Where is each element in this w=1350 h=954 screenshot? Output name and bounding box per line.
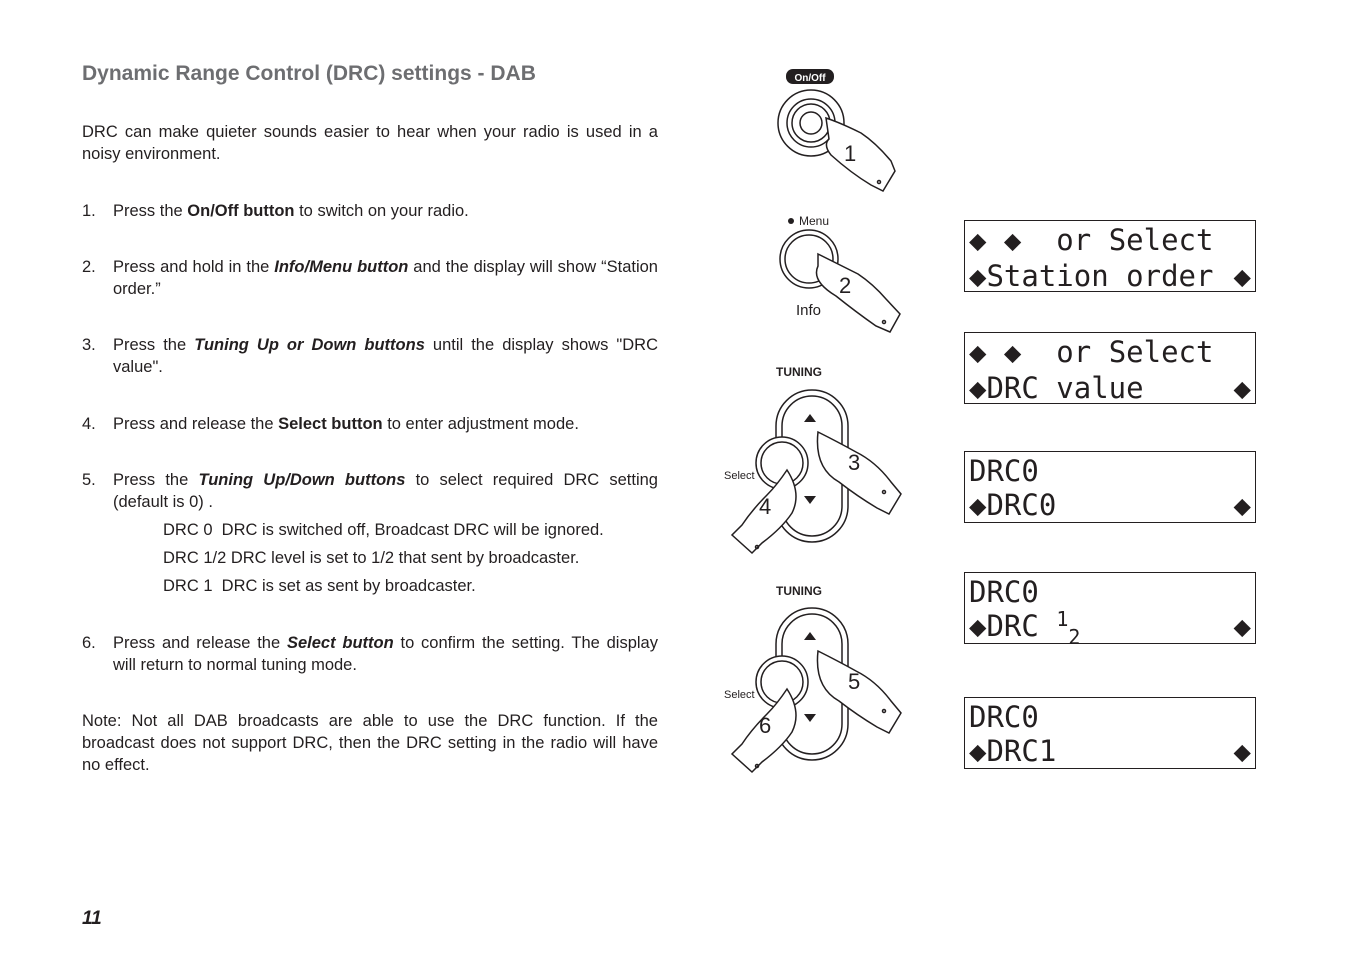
step-number: 1.	[82, 202, 96, 220]
drc-option-1: DRC 1 DRC is set as sent by broadcaster.	[163, 577, 476, 595]
lcd-display-drc1: DRC0 ◆DRC1 ◆	[964, 697, 1256, 769]
button-illustrations	[700, 0, 960, 800]
step-marker-4: 4	[759, 494, 772, 519]
step-marker-2: 2	[839, 273, 852, 298]
arrow-left-icon: ◆	[969, 371, 987, 405]
arrow-right-icon: ◆	[1233, 734, 1251, 768]
step-6: 6. Press and release the Select button to confirm the setting. The display will return to normal tuning mode.	[82, 634, 658, 674]
onoff-label: On/Off	[794, 73, 826, 84]
step-marker-3: 3	[848, 450, 861, 475]
step-marker-5: 5	[848, 669, 861, 694]
step-3: 3. Press the Tuning Up or Down buttons until the display shows "DRC value".	[82, 336, 658, 376]
page-number: 11	[82, 908, 102, 929]
info-label: Info	[796, 302, 822, 319]
arrow-left-right-icon: ◆ ◆	[969, 223, 1022, 257]
tuning-label-1: TUNING	[776, 365, 822, 379]
step-number: 5.	[82, 471, 96, 489]
step-number: 3.	[82, 336, 96, 354]
step-1: 1. Press the On/Off button to switch on your radio.	[82, 202, 469, 220]
onoff-button-illustration	[778, 69, 895, 191]
step-number: 4.	[82, 415, 96, 433]
page-title: Dynamic Range Control (DRC) settings - DAB	[82, 62, 536, 85]
tuning-label-2: TUNING	[776, 584, 822, 598]
lcd-display-drc-value: ◆ ◆ or Select ◆DRC value ◆	[964, 332, 1256, 404]
drc-option-half: DRC 1/2 DRC level is set to 1/2 that sent by broadcaster.	[163, 549, 580, 567]
arrow-left-right-icon: ◆ ◆	[969, 335, 1022, 369]
drc-option-0: DRC 0 DRC is switched off, Broadcast DRC will be ignored.	[163, 521, 604, 539]
arrow-right-icon: ◆	[1233, 371, 1251, 405]
lcd-display-drc-half: DRC0 ◆DRC $^1_2$ ◆	[964, 572, 1256, 644]
step-4: 4. Press and release the Select button to enter adjustment mode.	[82, 415, 579, 433]
menu-label: Menu	[799, 214, 830, 228]
select-label-2: Select	[724, 689, 755, 701]
arrow-right-icon: ◆	[1233, 609, 1251, 643]
tuning-select-illustration-1	[732, 390, 901, 553]
select-label-1: Select	[724, 470, 755, 482]
step-marker-1: 1	[844, 141, 857, 166]
tuning-select-illustration-2	[732, 608, 901, 772]
step-marker-6: 6	[759, 713, 772, 738]
arrow-right-icon: ◆	[1233, 259, 1251, 293]
intro-paragraph: DRC can make quieter sounds easier to hear when your radio is used in a noisy environment.	[82, 123, 658, 163]
arrow-right-icon: ◆	[1233, 488, 1251, 522]
step-number: 6.	[82, 634, 96, 652]
arrow-left-icon: ◆	[969, 259, 987, 293]
step-5: 5. Press the Tuning Up/Down buttons to select required DRC setting (default is 0) .	[82, 471, 658, 511]
step-2: 2. Press and hold in the Info/Menu button and the display will show “Station order.”	[82, 258, 658, 298]
note-paragraph: Note: Not all DAB broadcasts are able to use the DRC function. If the broadcast does not support DRC, then the DRC setting in the radio will have no effect.	[82, 712, 658, 774]
arrow-left-icon: ◆	[969, 734, 987, 768]
lcd-display-station-order: ◆ ◆ or Select ◆Station order ◆	[964, 220, 1256, 292]
arrow-left-icon: ◆	[969, 488, 987, 522]
arrow-left-icon: ◆	[969, 609, 987, 643]
lcd-display-drc0: DRC0 ◆DRC0 ◆	[964, 451, 1256, 523]
step-number: 2.	[82, 258, 96, 276]
